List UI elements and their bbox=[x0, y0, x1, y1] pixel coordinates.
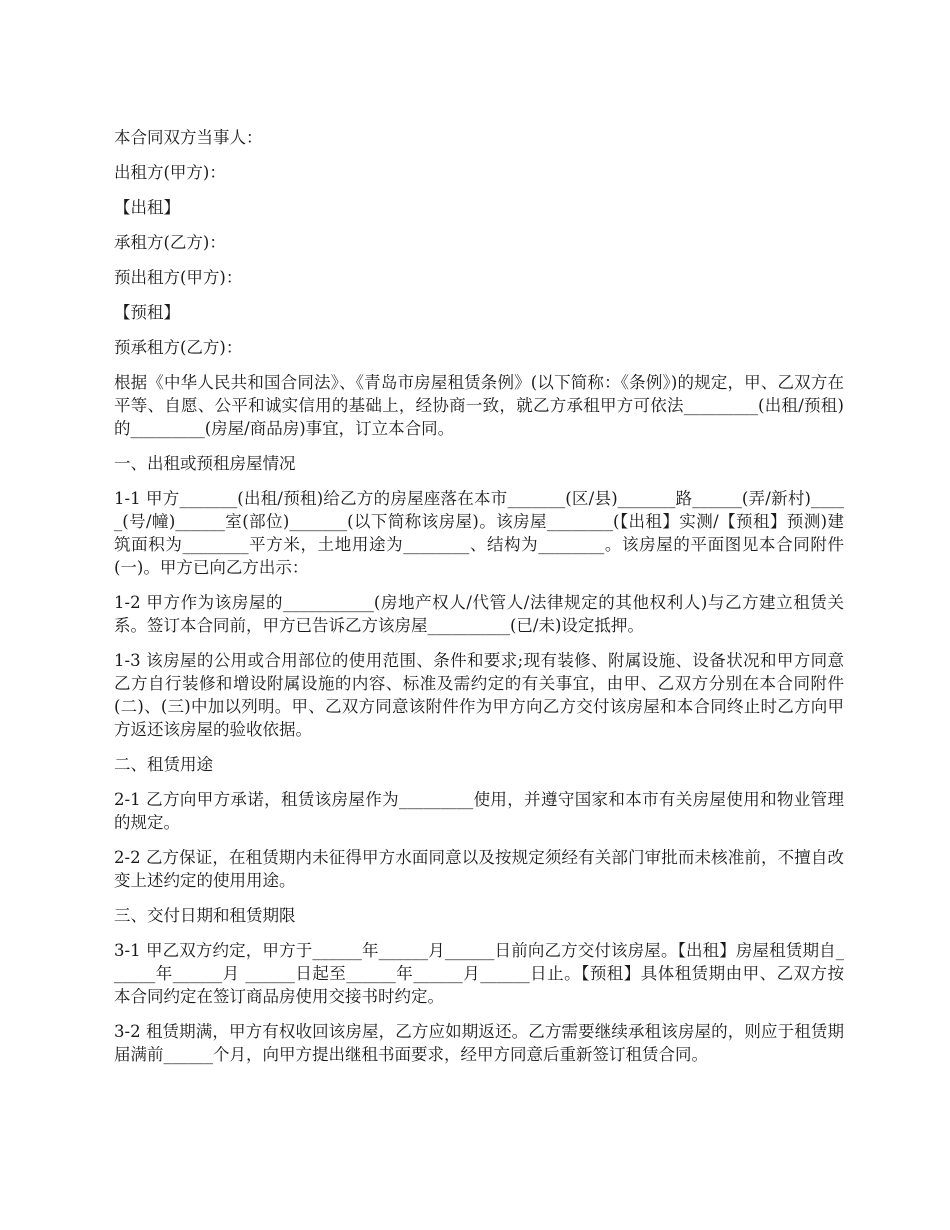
lessor-label: 出租方(甲方)： bbox=[114, 163, 226, 182]
clause-2-1: 2-1 乙方向甲方承诺，租赁该房屋作为_________使用，并遵守国家和本市有关房屋使用和物业管理的规定。 bbox=[114, 790, 844, 832]
clause-2-2: 2-2 乙方保证，在租赁期内未征得甲方水面同意以及按规定须经有关部门审批而未核准前，不擅自改变上述约定的使用用途。 bbox=[114, 848, 844, 890]
pre-lease-section-marker: 【预租】 bbox=[114, 303, 180, 322]
preamble-paragraph: 根据《中华人民共和国合同法》、《青岛市房屋租赁条例》(以下简称：《条例》)的规定，甲、乙双方在平等、自愿、公平和诚实信用的基础上，经协商一致，就乙方承租甲方可依法_________(出租/预租)的_________(房屋/商品房)事宜，订立本合同。 bbox=[114, 373, 844, 438]
section-2-heading: 二、租赁用途 bbox=[114, 755, 213, 774]
clause-1-1: 1-1 甲方_______(出租/预租)给乙方的房屋座落在本市_______(区/县)_______路______(弄/新村)_____(号/幢)______室(部位)_______(以下简称该房屋)。该房屋________(【出租】实测/【预租】预测)建筑面积为________平方米，土地用途为________、结构为________。该房屋的平面图见本合同附件(一)。甲方已向乙方出示： bbox=[114, 489, 844, 577]
clause-3-1: 3-1 甲乙双方约定，甲方于______年______月______日前向乙方交付该房屋。【出租】房屋租赁期自______年______月 ______日起至______年______月______日止。【预租】具体租赁期由甲、乙双方按本合同约定在签订商品房使用交接书时约定。 bbox=[114, 941, 844, 1006]
clause-1-3: 1-3 该房屋的公用或合用部位的使用范围、条件和要求;现有装修、附属设施、设备状况和甲方同意乙方自行装修和增设附属设施的内容、标准及需约定的有关事宜，由甲、乙双方分别在本合同附件(二)、(三)中加以列明。甲、乙双方同意该附件作为甲方向乙方交付该房屋和本合同终止时乙方向甲方返还该房屋的验收依据。 bbox=[114, 651, 844, 739]
pre-lessee-label: 预承租方(乙方)： bbox=[114, 338, 243, 357]
parties-heading: 本合同双方当事人： bbox=[114, 128, 263, 147]
contract-page bbox=[114, 126, 844, 1078]
lessee-label: 承租方(乙方)： bbox=[114, 233, 226, 252]
clause-1-2: 1-2 甲方作为该房屋的___________(房地产权人/代管人/法律规定的其他权利人)与乙方建立租赁关系。签订本合同前，甲方已告诉乙方该房屋__________(已/未)设定抵押。 bbox=[114, 593, 844, 635]
section-1-heading: 一、出租或预租房屋情况 bbox=[114, 454, 296, 473]
lease-section-marker: 【出租】 bbox=[114, 198, 180, 217]
section-3-heading: 三、交付日期和租赁期限 bbox=[114, 906, 296, 925]
clause-3-2: 3-2 租赁期满，甲方有权收回该房屋，乙方应如期返还。乙方需要继续承租该房屋的，则应于租赁期届满前______个月，向甲方提出继租书面要求，经甲方同意后重新签订租赁合同。 bbox=[114, 1022, 844, 1064]
pre-lessor-label: 预出租方(甲方)： bbox=[114, 268, 243, 287]
